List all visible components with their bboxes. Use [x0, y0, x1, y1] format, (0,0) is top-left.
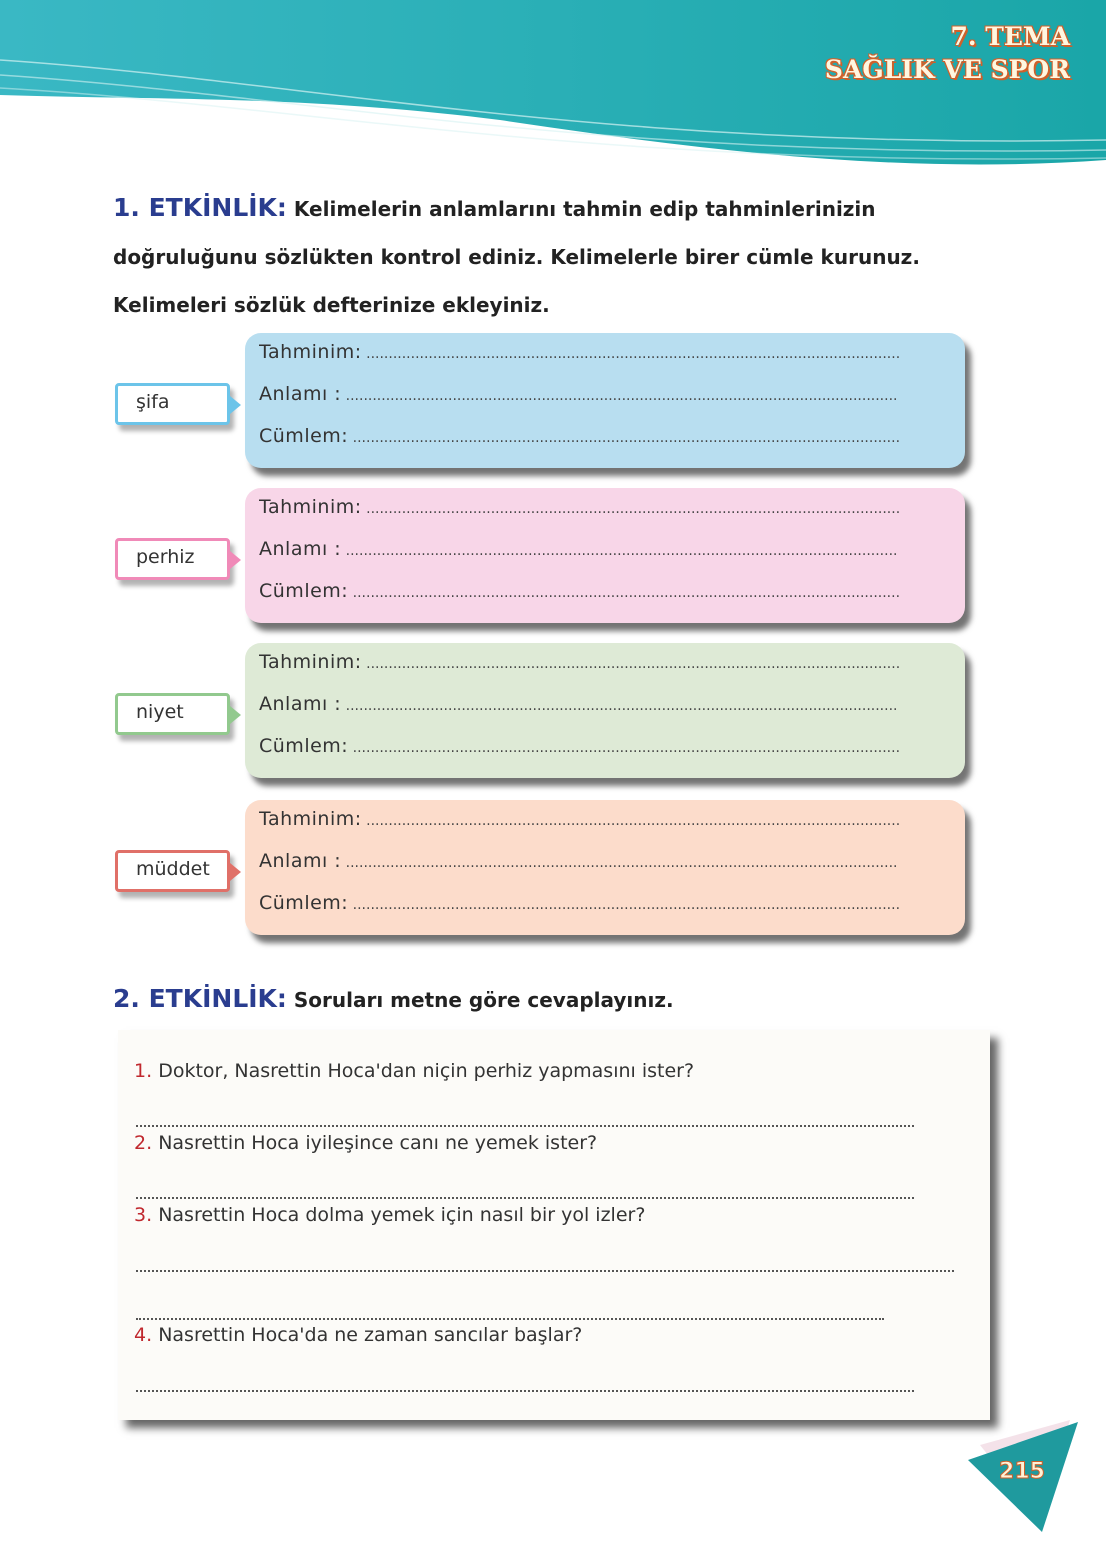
meaning-field[interactable]: Anlamı : .....: [259, 538, 899, 560]
sentence-field[interactable]: Cümlem: .....: [259, 735, 899, 757]
activity-2-text: Soruları metne göre cevaplayınız.: [293, 988, 674, 1012]
answer-line-3a[interactable]: [136, 1270, 954, 1272]
guess-field[interactable]: Tahminim: .....: [259, 651, 899, 673]
sentence-field[interactable]: Cümlem: .....: [259, 425, 899, 447]
meaning-field[interactable]: Anlamı : .....: [259, 383, 899, 405]
question-3: 3. Nasrettin Hoca dolma yemek için nasıl bir yol izler?: [134, 1204, 646, 1226]
activity-1-text: Kelimelerin anlamlarını tahmin edip tahminlerinizin doğruluğunu sözlükten kontrol ediniz. Kelimelerle birer cümle kurunuz. Kelimeleri sözlük defterinize ekleyiniz.: [113, 197, 920, 317]
questions-panel: [118, 1030, 990, 1420]
page-number-badge: [960, 1410, 1080, 1540]
answer-line-1[interactable]: [136, 1125, 914, 1127]
question-2: 2. Nasrettin Hoca iyileşince canı ne yemek ister?: [134, 1132, 598, 1154]
answer-line-4[interactable]: [136, 1390, 914, 1392]
answer-line-3b[interactable]: [136, 1318, 884, 1320]
activity-2-instruction: [113, 975, 983, 1024]
activity-1-instruction: [113, 184, 983, 329]
theme-number: 7. TEMA: [950, 22, 1070, 51]
word-label-3: niyet: [115, 693, 230, 735]
theme-name: SAĞLIK VE SPOR: [824, 55, 1070, 84]
word-label-4: müddet: [115, 850, 230, 892]
word-answer-box-2: [245, 488, 965, 623]
word-answer-box-1: [245, 333, 965, 468]
theme-header-banner: [0, 0, 1106, 175]
sentence-field[interactable]: Cümlem: .....: [259, 892, 899, 914]
guess-field[interactable]: Tahminim: .....: [259, 808, 899, 830]
question-1: 1. Doktor, Nasrettin Hoca'dan niçin perhiz yapmasını ister?: [134, 1060, 695, 1082]
activity-2-label: 2. ETKİNLİK:: [113, 984, 287, 1013]
word-label-2: perhiz: [115, 538, 230, 580]
sentence-field[interactable]: Cümlem: .....: [259, 580, 899, 602]
question-4: 4. Nasrettin Hoca'da ne zaman sancılar başlar?: [134, 1324, 583, 1346]
guess-field[interactable]: Tahminim: .....: [259, 496, 899, 518]
meaning-field[interactable]: Anlamı : .....: [259, 693, 899, 715]
word-label-1: şifa: [115, 383, 230, 425]
word-answer-box-3: [245, 643, 965, 778]
guess-field[interactable]: Tahminim: .....: [259, 341, 899, 363]
meaning-field[interactable]: Anlamı : .....: [259, 850, 899, 872]
answer-line-2[interactable]: [136, 1197, 914, 1199]
theme-title: [825, 20, 1070, 86]
page-number: 215: [999, 1459, 1045, 1484]
activity-1-label: 1. ETKİNLİK:: [113, 193, 287, 222]
word-answer-box-4: [245, 800, 965, 935]
